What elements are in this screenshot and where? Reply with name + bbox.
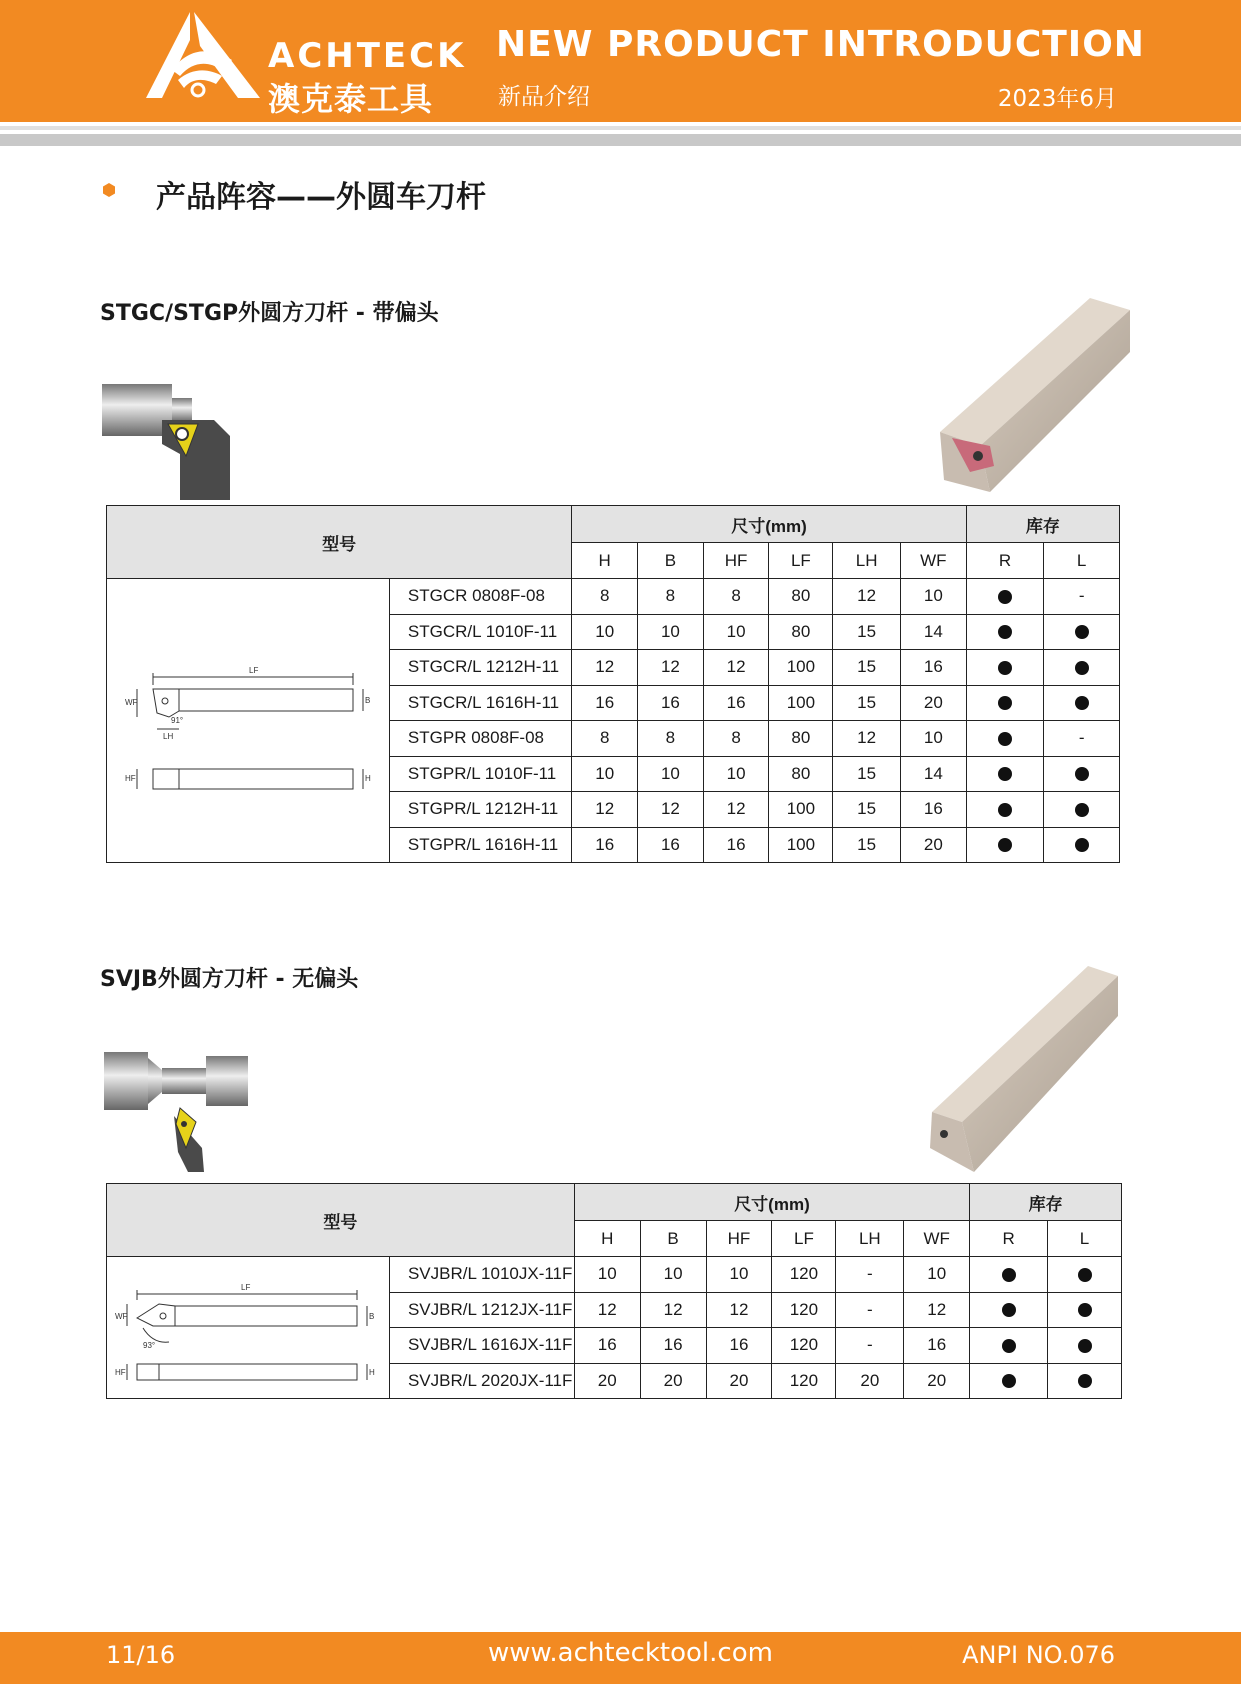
dim-value-cell: 15 bbox=[833, 614, 901, 650]
dim-value-cell: 80 bbox=[769, 721, 833, 757]
dim-value-cell: 10 bbox=[640, 1257, 706, 1293]
dim-value-cell: 20 bbox=[900, 827, 966, 863]
table2-stock-l: L bbox=[1048, 1221, 1122, 1257]
stgc-application-illustration bbox=[102, 384, 242, 500]
model-cell: SVJBR/L 1010JX-11F bbox=[389, 1257, 574, 1293]
diagram-label-b: B bbox=[368, 1311, 375, 1321]
in-stock-dot-icon bbox=[1075, 803, 1089, 817]
dim-value-cell: 16 bbox=[706, 1328, 772, 1364]
dim-value-cell: 12 bbox=[572, 650, 638, 686]
stock-l-cell: - bbox=[1044, 579, 1120, 615]
in-stock-dot-icon bbox=[1075, 767, 1089, 781]
dim-value-cell: 15 bbox=[833, 827, 901, 863]
dim-value-cell: - bbox=[836, 1292, 904, 1328]
stock-r-cell bbox=[966, 685, 1044, 721]
section-title: 产品阵容——外圆车刀杆 bbox=[156, 180, 486, 215]
dim-value-cell: 100 bbox=[769, 792, 833, 828]
table1-dim-b: B bbox=[638, 543, 704, 579]
model-cell: SVJBR/L 2020JX-11F bbox=[389, 1363, 574, 1399]
table1-stock-l: L bbox=[1044, 543, 1120, 579]
dim-value-cell: 12 bbox=[572, 792, 638, 828]
dim-value-cell: 100 bbox=[769, 827, 833, 863]
dim-value-cell: 80 bbox=[769, 614, 833, 650]
dim-value-cell: 10 bbox=[904, 1257, 970, 1293]
in-stock-dot-icon bbox=[1078, 1374, 1092, 1388]
diagram-label-b: B bbox=[364, 695, 371, 705]
table1-col-stock: 库存 bbox=[966, 506, 1119, 543]
stock-l-cell bbox=[1048, 1292, 1122, 1328]
stgc-diagram-drawing bbox=[113, 621, 383, 821]
model-cell: STGPR 0808F-08 bbox=[389, 721, 571, 757]
table2-col-model: 型号 bbox=[107, 1184, 575, 1257]
table1-col-dims: 尺寸(mm) bbox=[572, 506, 966, 543]
svjb-application-illustration bbox=[104, 1052, 248, 1172]
table-row bbox=[107, 579, 1120, 615]
table2-dim-lf: LF bbox=[772, 1221, 836, 1257]
in-stock-dot-icon bbox=[1075, 625, 1089, 639]
stock-r-cell bbox=[970, 1363, 1048, 1399]
dim-value-cell: 8 bbox=[638, 579, 704, 615]
dim-value-cell: 10 bbox=[638, 756, 704, 792]
stock-r-cell bbox=[966, 579, 1044, 615]
dim-value-cell: 20 bbox=[900, 685, 966, 721]
model-cell: SVJBR/L 1212JX-11F bbox=[389, 1292, 574, 1328]
dim-value-cell: 100 bbox=[769, 650, 833, 686]
in-stock-dot-icon bbox=[998, 625, 1012, 639]
dim-value-cell: 16 bbox=[904, 1328, 970, 1364]
dim-value-cell: 15 bbox=[833, 756, 901, 792]
dim-value-cell: 16 bbox=[638, 827, 704, 863]
dim-value-cell: 10 bbox=[900, 579, 966, 615]
dim-value-cell: 20 bbox=[574, 1363, 640, 1399]
stock-r-cell bbox=[970, 1292, 1048, 1328]
dim-value-cell: 12 bbox=[904, 1292, 970, 1328]
dim-value-cell: 14 bbox=[900, 614, 966, 650]
in-stock-dot-icon bbox=[998, 838, 1012, 852]
svjb-tool-holder-3d-icon bbox=[918, 962, 1124, 1182]
table1-stock-r: R bbox=[966, 543, 1044, 579]
in-stock-dot-icon bbox=[1078, 1268, 1092, 1282]
table1-dim-lh: LH bbox=[833, 543, 901, 579]
diagram-label-angle: 93° bbox=[142, 1340, 156, 1350]
stock-r-cell bbox=[970, 1328, 1048, 1364]
dim-value-cell: 8 bbox=[572, 579, 638, 615]
dim-value-cell: 15 bbox=[833, 792, 901, 828]
table2-dim-wf: WF bbox=[904, 1221, 970, 1257]
dim-value-cell: 20 bbox=[706, 1363, 772, 1399]
table1-col-model: 型号 bbox=[107, 506, 572, 579]
in-stock-dot-icon bbox=[1075, 661, 1089, 675]
table2-subtitle: SVJB外圆方刀杆 - 无偏头 bbox=[100, 967, 359, 992]
dim-value-cell: 80 bbox=[769, 579, 833, 615]
in-stock-dot-icon bbox=[1002, 1339, 1016, 1353]
dim-value-cell: 8 bbox=[572, 721, 638, 757]
dim-value-cell: 100 bbox=[769, 685, 833, 721]
header-title-en: NEW PRODUCT INTRODUCTION bbox=[496, 24, 1145, 65]
model-cell: STGPR/L 1616H-11 bbox=[389, 827, 571, 863]
dim-value-cell: 120 bbox=[772, 1363, 836, 1399]
in-stock-dot-icon bbox=[1002, 1303, 1016, 1317]
header-title-cn: 新品介绍 bbox=[498, 84, 590, 110]
dim-value-cell: 12 bbox=[640, 1292, 706, 1328]
dim-value-cell: 12 bbox=[638, 792, 704, 828]
svjb-spec-table bbox=[106, 1183, 1122, 1399]
dim-value-cell: 16 bbox=[703, 827, 769, 863]
dim-value-cell: 12 bbox=[833, 721, 901, 757]
table1-dim-wf: WF bbox=[900, 543, 966, 579]
table2-dim-hf: HF bbox=[706, 1221, 772, 1257]
header-divider bbox=[0, 134, 1241, 146]
dim-value-cell: 16 bbox=[900, 792, 966, 828]
dim-value-cell: 120 bbox=[772, 1328, 836, 1364]
dim-value-cell: 120 bbox=[772, 1257, 836, 1293]
table2-col-dims: 尺寸(mm) bbox=[574, 1184, 969, 1221]
stock-r-cell bbox=[970, 1257, 1048, 1293]
document-code: ANPI NO.076 bbox=[962, 1641, 1115, 1669]
dim-value-cell: 20 bbox=[640, 1363, 706, 1399]
diagram-label-h: H bbox=[364, 773, 371, 783]
table2-stock-r: R bbox=[970, 1221, 1048, 1257]
dim-value-cell: 20 bbox=[904, 1363, 970, 1399]
stgc-tool-holder-3d-icon bbox=[930, 296, 1136, 502]
in-stock-dot-icon bbox=[998, 696, 1012, 710]
in-stock-dot-icon bbox=[998, 803, 1012, 817]
table2-dim-b: B bbox=[640, 1221, 706, 1257]
dim-value-cell: 10 bbox=[572, 614, 638, 650]
dim-value-cell: 16 bbox=[900, 650, 966, 686]
stgc-spec-table bbox=[106, 505, 1120, 863]
dim-value-cell: 12 bbox=[574, 1292, 640, 1328]
dim-value-cell: 14 bbox=[900, 756, 966, 792]
hexagon-bullet-icon bbox=[102, 183, 116, 197]
dim-value-cell: 12 bbox=[703, 650, 769, 686]
stock-l-cell bbox=[1048, 1328, 1122, 1364]
dim-value-cell: 120 bbox=[772, 1292, 836, 1328]
diagram-label-angle: 91° bbox=[170, 715, 184, 725]
diagram-label-lf: LF bbox=[248, 665, 259, 675]
dim-value-cell: 10 bbox=[706, 1257, 772, 1293]
page-number: 11/16 bbox=[106, 1641, 176, 1669]
dim-value-cell: 80 bbox=[769, 756, 833, 792]
table-row bbox=[107, 1257, 1122, 1293]
dim-value-cell: 15 bbox=[833, 685, 901, 721]
dim-value-cell: 16 bbox=[638, 685, 704, 721]
stock-l-cell bbox=[1044, 650, 1120, 686]
stock-l-cell bbox=[1044, 614, 1120, 650]
in-stock-dot-icon bbox=[1078, 1303, 1092, 1317]
dim-value-cell: 16 bbox=[572, 827, 638, 863]
in-stock-dot-icon bbox=[1002, 1268, 1016, 1282]
model-cell: STGPR/L 1010F-11 bbox=[389, 756, 571, 792]
in-stock-dot-icon bbox=[1075, 696, 1089, 710]
brand-name-en: ACHTECK bbox=[268, 36, 467, 76]
header-divider-light bbox=[0, 126, 1241, 130]
in-stock-dot-icon bbox=[1075, 838, 1089, 852]
dim-value-cell: 12 bbox=[833, 579, 901, 615]
in-stock-dot-icon bbox=[1078, 1339, 1092, 1353]
stock-r-cell bbox=[966, 827, 1044, 863]
table1-dim-h: H bbox=[572, 543, 638, 579]
dim-value-cell: 10 bbox=[638, 614, 704, 650]
brand-name-cn: 澳克泰工具 bbox=[268, 80, 434, 118]
dim-value-cell: 10 bbox=[900, 721, 966, 757]
model-cell: STGCR/L 1212H-11 bbox=[389, 650, 571, 686]
dim-value-cell: 10 bbox=[574, 1257, 640, 1293]
dim-value-cell: 16 bbox=[640, 1328, 706, 1364]
stock-r-cell bbox=[966, 792, 1044, 828]
stock-r-cell bbox=[966, 614, 1044, 650]
stock-l-cell: - bbox=[1044, 721, 1120, 757]
dim-value-cell: 15 bbox=[833, 650, 901, 686]
model-cell: STGCR/L 1010F-11 bbox=[389, 614, 571, 650]
model-cell: SVJBR/L 1616JX-11F bbox=[389, 1328, 574, 1364]
stock-l-cell bbox=[1044, 792, 1120, 828]
stock-l-cell bbox=[1044, 827, 1120, 863]
table1-dim-lf: LF bbox=[769, 543, 833, 579]
model-cell: STGCR/L 1616H-11 bbox=[389, 685, 571, 721]
stock-r-cell bbox=[966, 756, 1044, 792]
table1-dimension-diagram bbox=[107, 579, 390, 863]
svjb-diagram-drawing bbox=[113, 1264, 383, 1392]
model-cell: STGPR/L 1212H-11 bbox=[389, 792, 571, 828]
dim-value-cell: 16 bbox=[703, 685, 769, 721]
header-date: 2023年6月 bbox=[997, 86, 1117, 112]
in-stock-dot-icon bbox=[998, 767, 1012, 781]
stock-l-cell bbox=[1044, 685, 1120, 721]
table1-dim-hf: HF bbox=[703, 543, 769, 579]
model-cell: STGCR 0808F-08 bbox=[389, 579, 571, 615]
table2-dim-h: H bbox=[574, 1221, 640, 1257]
dim-value-cell: 16 bbox=[574, 1328, 640, 1364]
table1-subtitle: STGC/STGP外圆方刀杆 - 带偏头 bbox=[100, 301, 439, 326]
in-stock-dot-icon bbox=[998, 590, 1012, 604]
table2-dimension-diagram bbox=[107, 1257, 390, 1399]
dim-value-cell: 8 bbox=[638, 721, 704, 757]
website-link[interactable]: www.achtecktool.com bbox=[488, 1638, 773, 1668]
diagram-label-hf: HF bbox=[124, 773, 136, 783]
stock-l-cell bbox=[1048, 1363, 1122, 1399]
diagram-label-lf: LF bbox=[240, 1282, 251, 1292]
dim-value-cell: 10 bbox=[703, 614, 769, 650]
diagram-label-hf: HF bbox=[114, 1367, 126, 1377]
dim-value-cell: 10 bbox=[572, 756, 638, 792]
in-stock-dot-icon bbox=[1002, 1374, 1016, 1388]
dim-value-cell: - bbox=[836, 1257, 904, 1293]
in-stock-dot-icon bbox=[998, 661, 1012, 675]
stock-l-cell bbox=[1044, 756, 1120, 792]
table2-col-stock: 库存 bbox=[970, 1184, 1122, 1221]
dim-value-cell: 8 bbox=[703, 721, 769, 757]
dim-value-cell: 10 bbox=[703, 756, 769, 792]
stock-r-cell bbox=[966, 721, 1044, 757]
dim-value-cell: 8 bbox=[703, 579, 769, 615]
dim-value-cell: 12 bbox=[638, 650, 704, 686]
dim-value-cell: 16 bbox=[572, 685, 638, 721]
dim-value-cell: 20 bbox=[836, 1363, 904, 1399]
diagram-label-lh: LH bbox=[162, 731, 174, 741]
table2-dim-lh: LH bbox=[836, 1221, 904, 1257]
diagram-label-h: H bbox=[368, 1367, 375, 1377]
dim-value-cell: 12 bbox=[706, 1292, 772, 1328]
stock-l-cell bbox=[1048, 1257, 1122, 1293]
stock-r-cell bbox=[966, 650, 1044, 686]
diagram-label-wf: WF bbox=[124, 697, 138, 707]
dim-value-cell: - bbox=[836, 1328, 904, 1364]
dim-value-cell: 12 bbox=[703, 792, 769, 828]
diagram-label-wf: WF bbox=[114, 1311, 128, 1321]
in-stock-dot-icon bbox=[998, 732, 1012, 746]
